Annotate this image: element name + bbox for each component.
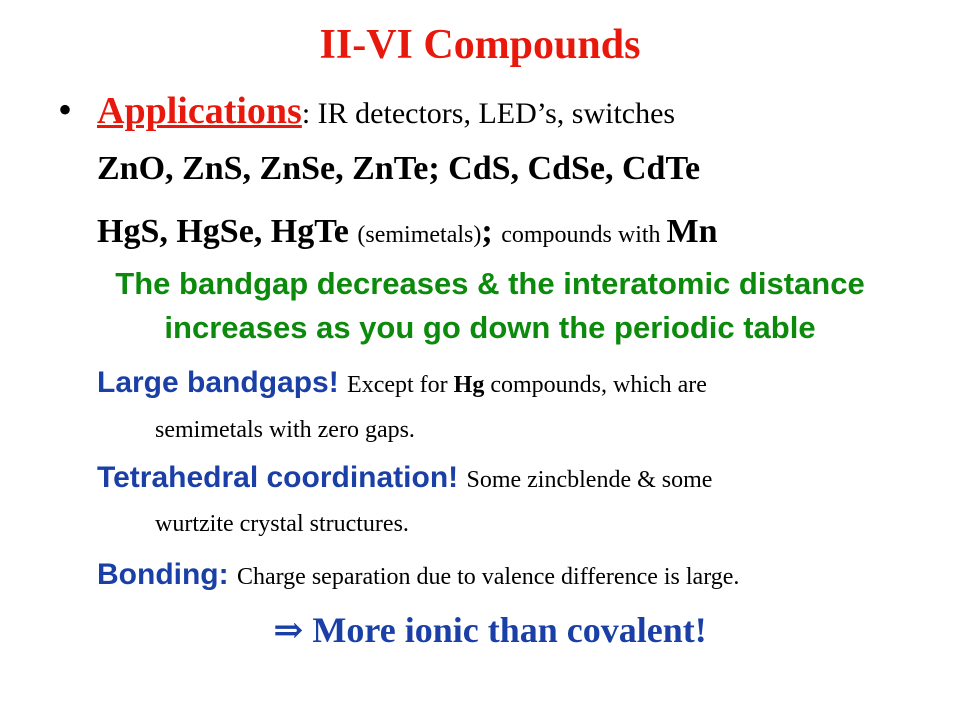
bonding-line xyxy=(97,560,739,590)
bonding-heading: Bonding: xyxy=(97,558,237,591)
large-bandgaps-text-b: compounds, which are xyxy=(484,372,707,398)
applications-label: Applications xyxy=(97,90,302,132)
compounds-line-2 xyxy=(97,215,718,249)
compounds-with-text: compounds with xyxy=(501,222,667,248)
large-bandgaps-line xyxy=(97,368,707,398)
hg-compounds: HgS, HgSe, HgTe xyxy=(97,213,358,250)
tetrahedral-line-2: wurtzite crystal structures. xyxy=(155,511,409,537)
slide-title: II-VI Compounds xyxy=(319,22,641,68)
large-bandgaps-heading: Large bandgaps! xyxy=(97,366,348,399)
semimetals-note: (semimetals) xyxy=(357,222,482,248)
applications-line xyxy=(97,92,675,130)
hg-label: Hg xyxy=(453,372,485,398)
bandgap-note-line-1: The bandgap decreases & the interatomic distance xyxy=(115,266,865,301)
bullet-point: • xyxy=(58,87,73,132)
bandgap-note-line-2: increases as you go down the periodic table xyxy=(164,310,816,345)
large-bandgaps-line-2: semimetals with zero gaps. xyxy=(155,417,415,443)
large-bandgaps-text-a: Except for xyxy=(347,372,454,398)
mn-label: Mn xyxy=(666,213,718,250)
tetrahedral-text: Some zincblende & some xyxy=(466,467,713,493)
applications-text: : IR detectors, LED’s, switches xyxy=(301,97,676,130)
tetrahedral-line xyxy=(97,463,712,493)
compounds-line-1: ZnO, ZnS, ZnSe, ZnTe; CdS, CdSe, CdTe xyxy=(97,150,701,187)
conclusion: ⇒ More ionic than covalent! xyxy=(273,610,707,650)
bonding-text: Charge separation due to valence difference is large. xyxy=(236,564,740,590)
tetrahedral-heading: Tetrahedral coordination! xyxy=(97,461,467,494)
semicolon: ; xyxy=(481,213,502,250)
